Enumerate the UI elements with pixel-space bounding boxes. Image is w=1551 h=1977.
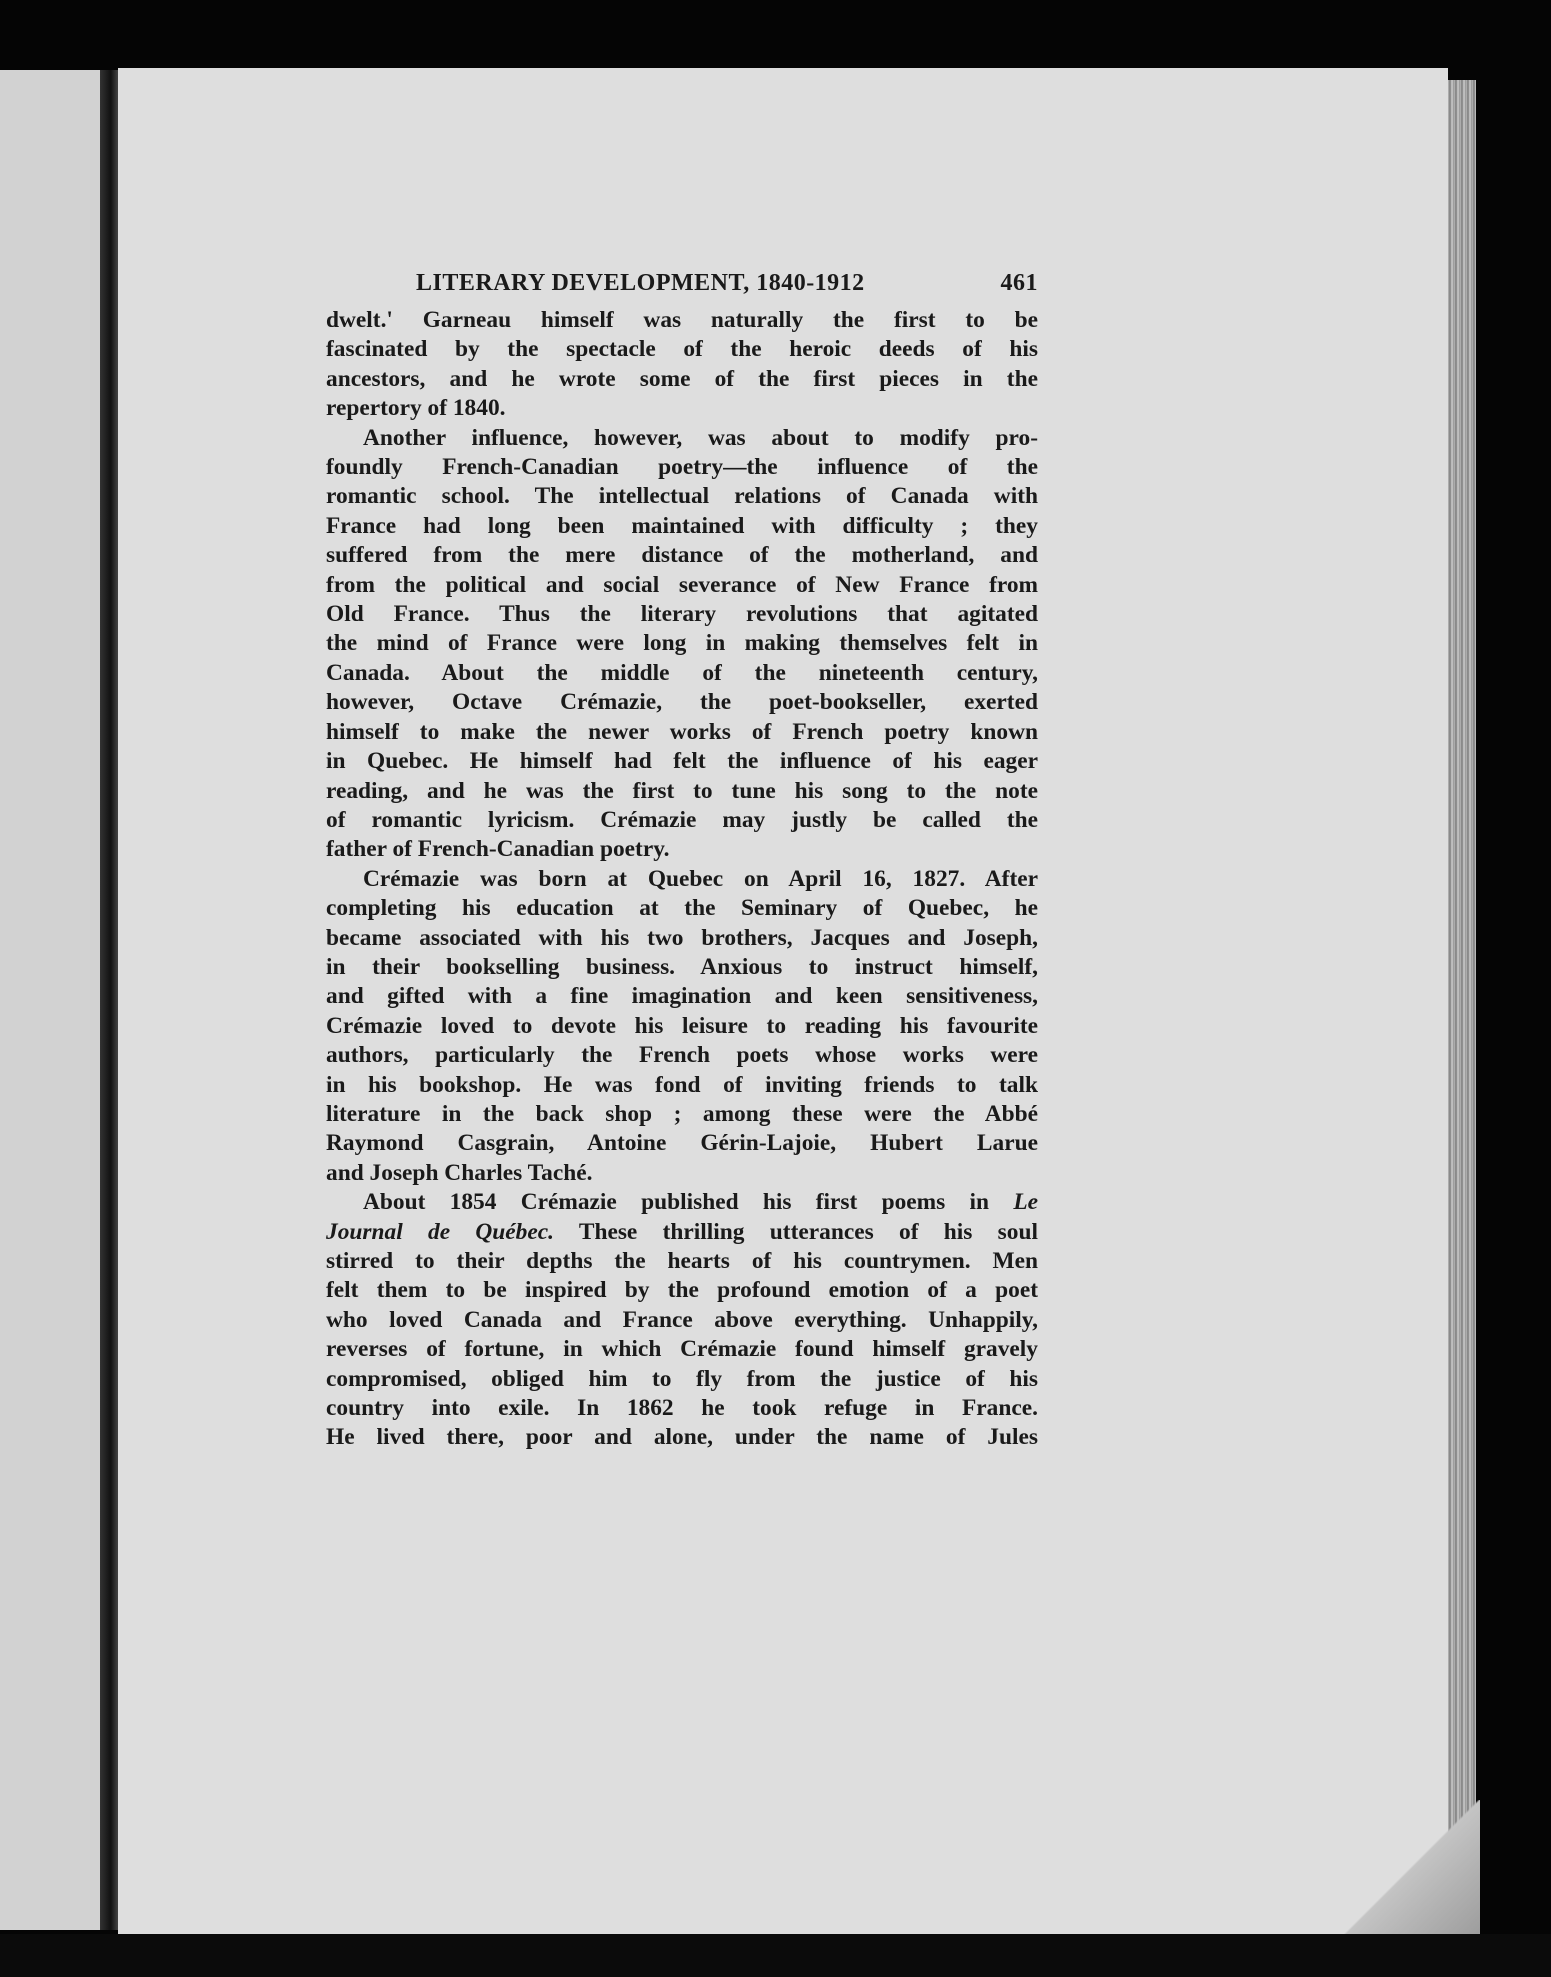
text-line: France had long been maintained with difficulty ; they [326,512,1038,539]
text-run: These thrilling utterances of his soul [553,1218,1038,1245]
text-line: completing his education at the Seminary of Quebec, he [326,895,1038,922]
page-number: 461 [1000,270,1038,296]
text-line: and Joseph Charles Taché. [326,1159,593,1186]
text-line: felt them to be inspired by the profound emotion of a poet [326,1277,1038,1304]
text-line: Old France. Thus the literary revolutions that agitated [326,601,1038,628]
text-line: literature in the back shop ; among these were the Abbé [326,1100,1038,1127]
text-line: in their bookselling business. Anxious to instruct himself, [326,953,1038,980]
text-line: reading, and he was the first to tune his song to the note [326,777,1038,804]
text-line: reverses of fortune, in which Crémazie found himself gravely [326,1336,1038,1363]
text-line: He lived there, poor and alone, under the name of Jules [326,1424,1038,1451]
book-gutter [100,70,118,1930]
text-line: Raymond Casgrain, Antoine Gérin-Lajoie, Hubert Larue [326,1130,1038,1157]
text-line: ancestors, and he wrote some of the first pieces in the [326,365,1038,392]
text-line: stirred to their depths the hearts of his countrymen. Men [326,1248,1038,1274]
text-line [326,1218,1038,1247]
italic-title: Le [1013,1189,1038,1216]
text-line: compromised, obliged him to fly from the justice of his [326,1365,1038,1392]
text-line: of romantic lyricism. Crémazie may justly be called the [326,806,1038,833]
page-corner [1340,1800,1480,1935]
scan-bottom-border [0,1934,1551,1977]
text-line: Canada. About the middle of the nineteenth century, [326,659,1038,686]
text-line: suffered from the mere distance of the motherland, and [326,542,1038,569]
text-line: Crémazie loved to devote his leisure to reading his favourite [326,1012,1038,1039]
text-line: foundly French-Canadian poetry—the influence of the [326,454,1038,481]
text-line: repertory of 1840. [326,395,506,422]
text-line: father of French-Canadian poetry. [326,836,670,863]
paragraph-1 [326,306,1038,424]
running-head [326,270,1038,306]
text-line: became associated with his two brothers, Jacques and Joseph, [326,924,1038,951]
text-line: authors, particularly the French poets whose works were [326,1042,1038,1069]
text-run: About 1854 Crémazie published his first poems in [363,1189,1014,1216]
page-stack-edge [1448,80,1476,1935]
text-line: and gifted with a fine imagination and keen sensitiveness, [326,983,1038,1010]
text-line: country into exile. In 1862 he took refuge in France. [326,1395,1038,1422]
text-line: himself to make the newer works of French poetry known [326,718,1038,745]
text-line: in his bookshop. He was fond of inviting friends to talk [326,1071,1038,1098]
paragraph-2 [326,424,1038,865]
paragraph-4 [326,1188,1038,1453]
text-line: who loved Canada and France above everything. Unhappily, [326,1306,1038,1333]
text-line: in Quebec. He himself had felt the influence of his eager [326,748,1038,775]
running-head-title: LITERARY DEVELOPMENT, 1840-1912 [416,270,865,296]
text-line: Crémazie was born at Quebec on April 16, 1827. After [363,865,1038,892]
text-line [326,1188,1038,1217]
italic-title: Journal de Québec. [326,1218,554,1245]
facing-page-edge [0,70,100,1930]
text-line: fascinated by the spectacle of the heroic deeds of his [326,336,1038,363]
text-line: dwelt.' Garneau himself was naturally the first to be [326,307,1038,333]
text-line: romantic school. The intellectual relations of Canada with [326,483,1038,510]
text-line: however, Octave Crémazie, the poet-bookseller, exerted [326,689,1038,716]
paragraph-3 [326,865,1038,1188]
page-text [326,270,1038,1453]
text-line: the mind of France were long in making themselves felt in [326,630,1038,657]
text-line: from the political and social severance of New France from [326,571,1038,598]
text-line: Another influence, however, was about to modify pro- [363,424,1038,451]
